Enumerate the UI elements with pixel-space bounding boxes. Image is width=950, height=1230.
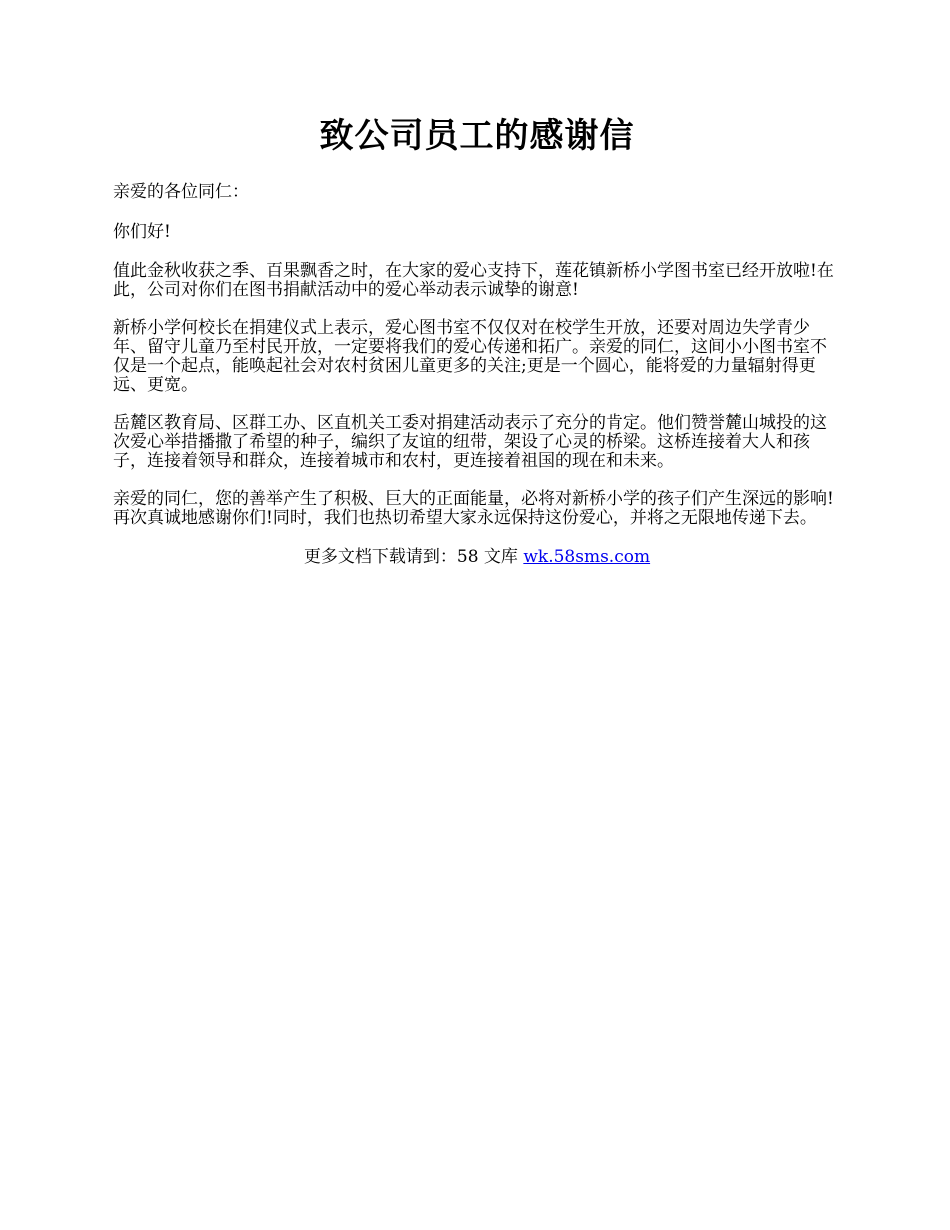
paragraph: 新桥小学何校长在捐建仪式上表示，爱心图书室不仅仅对在校学生开放，还要对周边失学青少年、留守儿童乃至村民开放，一定要将我们的爱心传递和拓广。亲爱的同仁，这间小小图书室不仅是一个起点，能唤起社会对农村贫困儿童更多的关注;更是一个圆心，能将爱的力量辐射得更远、更宽。 <box>113 318 827 395</box>
footer-prefix: 更多文档下载请到：58 文库 <box>303 547 524 567</box>
footer-line <box>113 547 841 568</box>
greeting: 你们好! <box>113 222 171 242</box>
paragraph: 岳麓区教育局、区群工办、区直机关工委对捐建活动表示了充分的肯定。他们赞誉麓山城投的这次爱心举措播撒了希望的种子，编织了友谊的纽带，架设了心灵的桥梁。这桥连接着大人和孩子，连接着领导和群众，连接着城市和农村，更连接着祖国的现在和未来。 <box>113 413 827 471</box>
salutation: 亲爱的各位同仁： <box>113 182 249 202</box>
paragraph: 亲爱的同仁，您的善举产生了积极、巨大的正面能量，必将对新桥小学的孩子们产生深远的影响!再次真诚地感谢你们!同时，我们也热切希望大家永远保持这份爱心，并将之无限地传递下去。 <box>113 489 834 528</box>
footer-link[interactable]: wk.58sms.com <box>523 547 651 567</box>
document-page <box>113 112 841 568</box>
document-title: 致公司员工的感谢信 <box>319 116 635 156</box>
paragraph: 值此金秋收获之季、百果飘香之时，在大家的爱心支持下，莲花镇新桥小学图书室已经开放啦!在此，公司对你们在图书捐献活动中的爱心举动表示诚挚的谢意! <box>113 261 834 300</box>
